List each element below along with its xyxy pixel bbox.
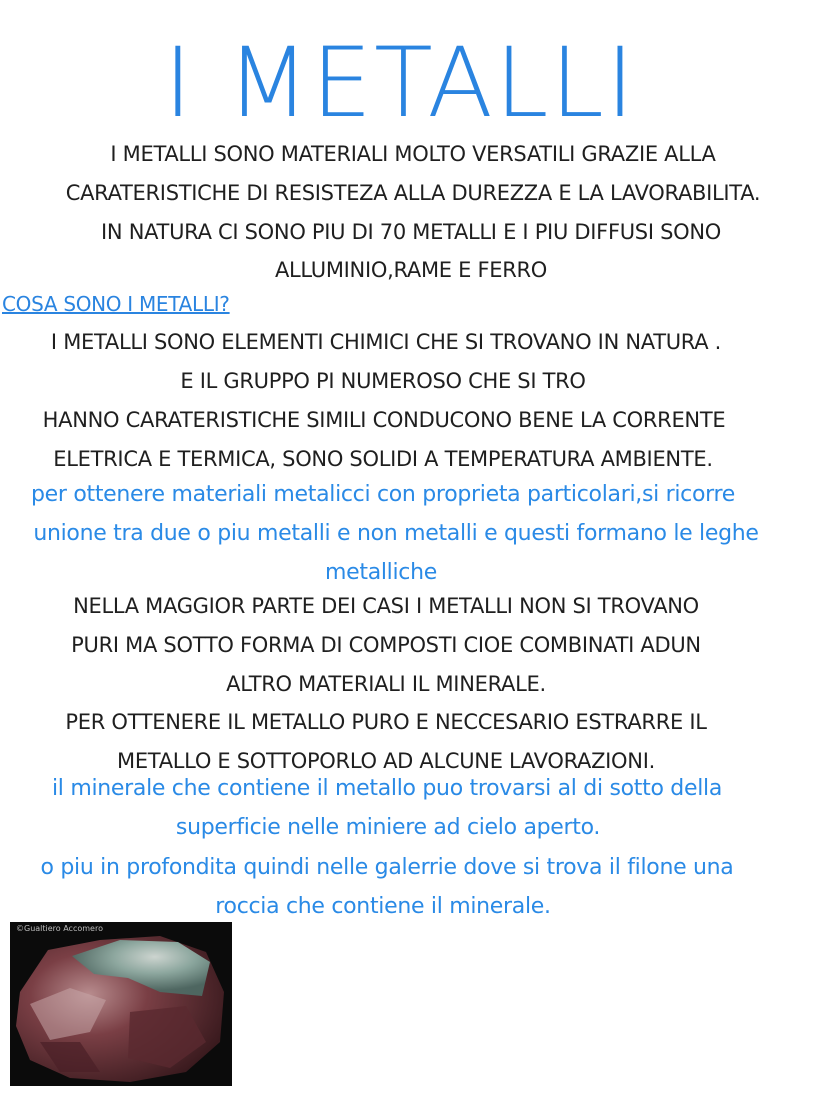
- intro-line-2: CARATERISTICHE DI RESISTEZA ALLA DUREZZA E LA LAVORABILITA.: [65, 181, 761, 205]
- page-title: I METALLI: [163, 27, 637, 139]
- definition-line-4: ELETRICA E TERMICA, SONO SOLIDI A TEMPERATURA AMBIENTE.: [53, 447, 713, 471]
- mineral-rock-icon: [10, 922, 232, 1086]
- minerale-line-3: ALTRO MATERIALI IL MINERALE.: [226, 672, 546, 696]
- intro-line-3: IN NATURA CI SONO PIU DI 70 METALLI E I PIU DIFFUSI SONO: [101, 220, 721, 244]
- minerale-line-5: METALLO E SOTTOPORLO AD ALCUNE LAVORAZIONI.: [117, 749, 655, 773]
- minerale-line-1: NELLA MAGGIOR PARTE DEI CASI I METALLI NON SI TROVANO: [73, 594, 699, 618]
- definition-line-1: I METALLI SONO ELEMENTI CHIMICI CHE SI TROVANO IN NATURA .: [50, 330, 722, 354]
- miniere-note-line-1: il minerale che contiene il metallo puo trovarsi al di sotto della: [52, 776, 722, 801]
- leghe-note-line-2: unione tra due o piu metalli e non metalli e questi formano le leghe: [33, 521, 759, 546]
- intro-line-1: I METALLI SONO MATERIALI MOLTO VERSATILI GRAZIE ALLA: [110, 142, 716, 166]
- mineral-photo: [10, 922, 232, 1086]
- leghe-note-line-3: metalliche: [325, 560, 437, 585]
- minerale-line-4: PER OTTENERE IL METALLO PURO E NECCESARIO ESTRARRE IL: [65, 710, 707, 734]
- section-heading: COSA SONO I METALLI?: [2, 292, 230, 316]
- miniere-note-line-2: superficie nelle miniere ad cielo aperto.: [175, 815, 601, 840]
- miniere-note-line-4: roccia che contiene il minerale.: [215, 894, 551, 919]
- definition-line-3: HANNO CARATERISTICHE SIMILI CONDUCONO BENE LA CORRENTE: [42, 408, 726, 432]
- photo-caption: ©Gualtiero Accomero: [16, 924, 103, 933]
- minerale-line-2: PURI MA SOTTO FORMA DI COMPOSTI CIOE COMBINATI ADUN: [71, 633, 701, 657]
- miniere-note-line-3: o piu in profondita quindi nelle galerrie dove si trova il filone una: [40, 855, 734, 880]
- intro-line-4: ALLUMINIO,RAME E FERRO: [274, 258, 548, 282]
- definition-line-2: E IL GRUPPO PI NUMEROSO CHE SI TRO: [180, 369, 586, 393]
- leghe-note-line-1: per ottenere materiali metalicci con proprieta particolari,si ricorre: [31, 482, 735, 507]
